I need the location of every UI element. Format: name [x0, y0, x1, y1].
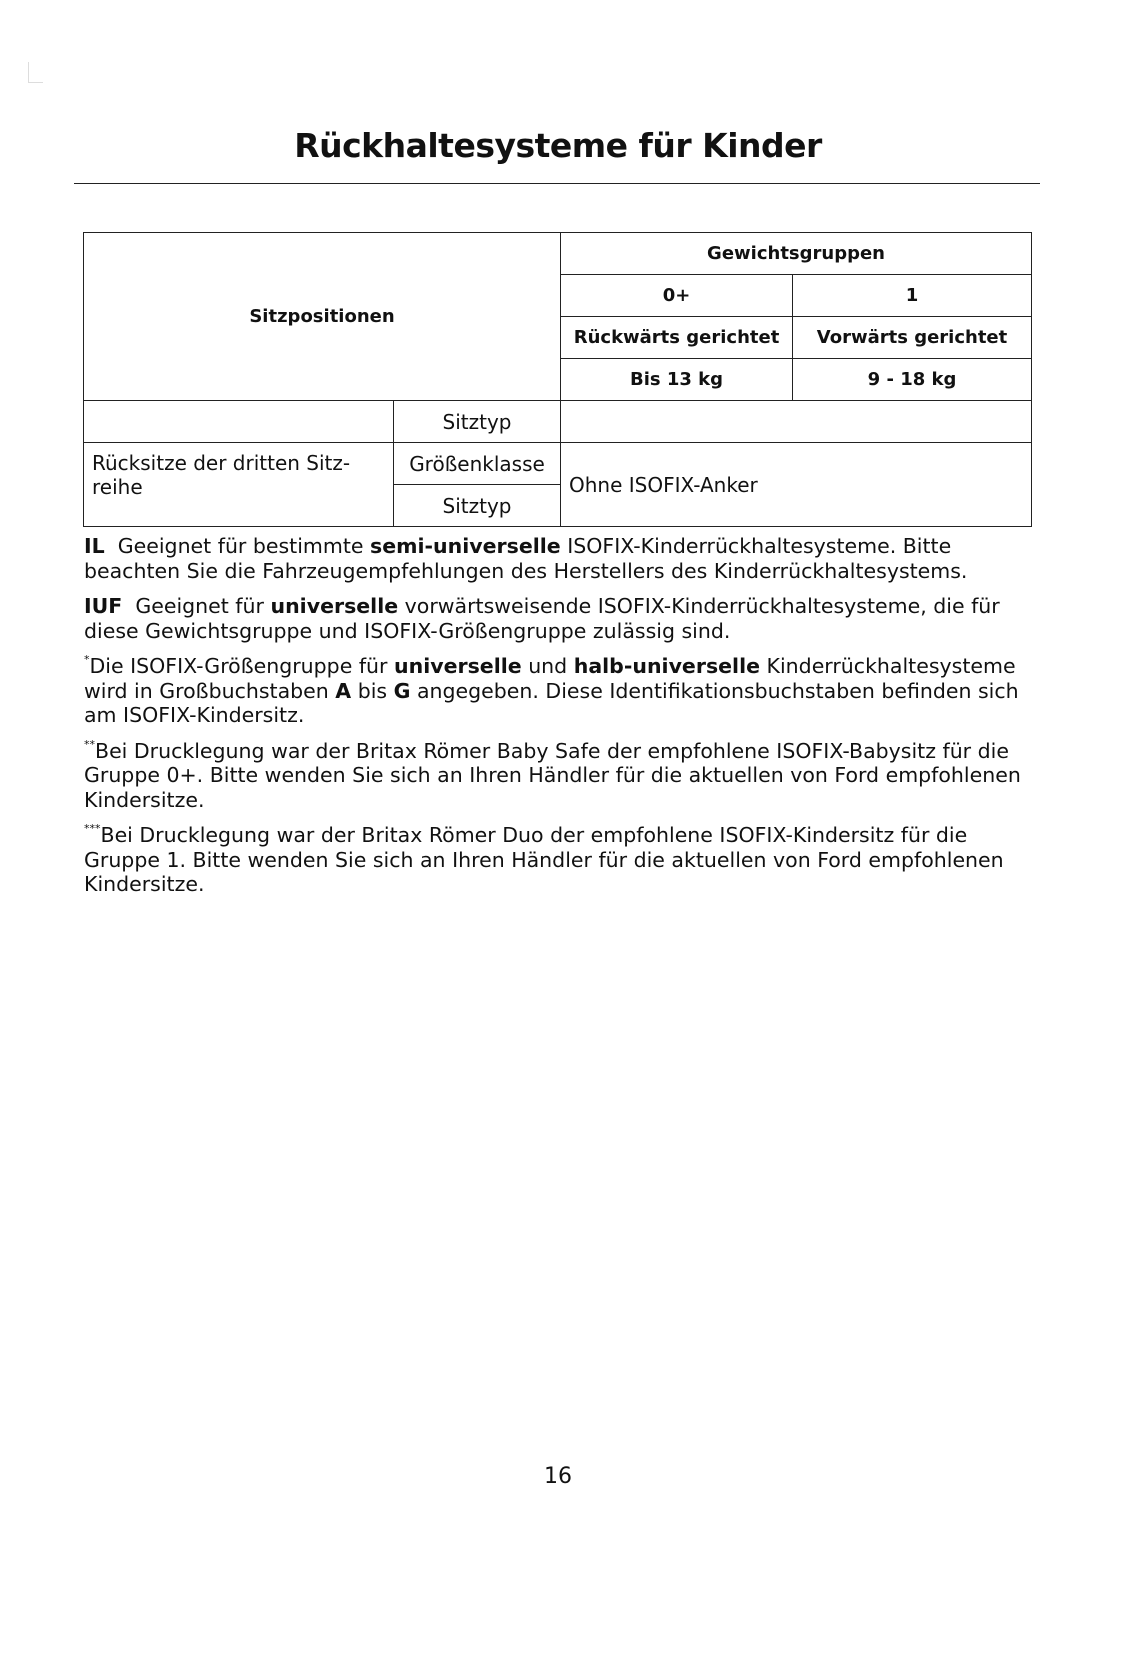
- note-emphasis: universelle: [270, 594, 399, 618]
- note-text: Geeignet für: [135, 594, 264, 618]
- table-row: [84, 233, 1032, 275]
- group-weight-cell: 9 - 18 kg: [793, 359, 1032, 401]
- note-emphasis: semi-universelle: [370, 534, 561, 558]
- note-iuf: [84, 594, 1044, 643]
- group-weight-cell: Bis 13 kg: [561, 359, 793, 401]
- title-divider: [74, 183, 1040, 184]
- group-direction-cell: Vorwärts gerichtet: [793, 317, 1032, 359]
- empty-cell: [84, 401, 394, 443]
- isofix-seat-table: [83, 232, 1032, 527]
- note-text: Die ISOFIX-Größengruppe für: [89, 654, 388, 678]
- table-row: [84, 443, 1032, 485]
- table-row: [84, 401, 1032, 443]
- note-text: Bei Drucklegung war der Britax Römer Baby Safe der empfohlene ISOFIX-Babysitz für die Gruppe 0+. Bitte wenden Sie sich an Ihren Händler für die aktuellen von Ford empfohlenen Kindersitze.: [84, 738, 1021, 812]
- footnotes: [84, 534, 1044, 908]
- note-il: [84, 534, 1044, 583]
- note-text: Kinderrückhaltesysteme wird in Großbuchstaben: [84, 654, 1016, 703]
- header-sitzpositionen: Sitzpositionen: [84, 233, 561, 401]
- note-text: bis: [357, 678, 388, 703]
- group-direction-cell: Rückwärts gerichtet: [561, 317, 793, 359]
- note-text: und: [528, 654, 568, 678]
- note-text: vorwärtsweisende ISOFIX-Kinderrückhaltesysteme, die für diese Gewichtsgruppe und ISOFIX-Größengruppe zulässig sind.: [84, 594, 1000, 643]
- note-star-1: [84, 654, 1044, 728]
- page-title: Rückhaltesysteme für Kinder: [294, 126, 822, 165]
- note-text: ISOFIX-Kinderrückhaltesysteme. Bitte beachten Sie die Fahrzeugempfehlungen des Herstellers des Kinderrückhaltesystems.: [84, 534, 968, 583]
- groessenklasse-cell: Größenklasse: [394, 443, 561, 485]
- note-code: IL: [84, 534, 105, 558]
- note-emphasis: A: [335, 678, 352, 703]
- note-text: angegeben. Diese Identifikationsbuchstaben befinden sich am ISOFIX-Kindersitz.: [84, 678, 1019, 727]
- group-name-cell: 0+: [561, 275, 793, 317]
- note-emphasis: universelle: [394, 654, 522, 678]
- group-name-cell: 1: [793, 275, 1032, 317]
- note-star-2: [84, 739, 1044, 813]
- crop-mark: [28, 62, 43, 83]
- footnote-marker: ***: [84, 822, 101, 835]
- note-star-3: [84, 823, 1044, 897]
- anchor-value-cell: Ohne ISOFIX-Anker: [561, 443, 1032, 527]
- footnote-marker: *: [84, 653, 90, 666]
- note-code: IUF: [84, 594, 123, 618]
- note-text: Geeignet für bestimmte: [117, 534, 364, 558]
- note-emphasis: G: [393, 678, 411, 703]
- sitztyp-cell: Sitztyp: [394, 485, 561, 527]
- empty-cell: [561, 401, 1032, 443]
- sitztyp-cell: Sitztyp: [394, 401, 561, 443]
- note-emphasis: halb-universelle: [573, 654, 761, 678]
- page-number: 16: [544, 1464, 572, 1489]
- seat-position-cell: Rücksitze der dritten Sitz-reihe: [84, 443, 394, 527]
- footnote-marker: **: [84, 737, 95, 751]
- header-gewichtsgruppen: Gewichtsgruppen: [561, 233, 1032, 275]
- note-text: Bei Drucklegung war der Britax Römer Duo der empfohlene ISOFIX-Kindersitz für die Gruppe 1. Bitte wenden Sie sich an Ihren Händler für die aktuellen von Ford empfohlenen Kindersitze.: [84, 823, 1004, 896]
